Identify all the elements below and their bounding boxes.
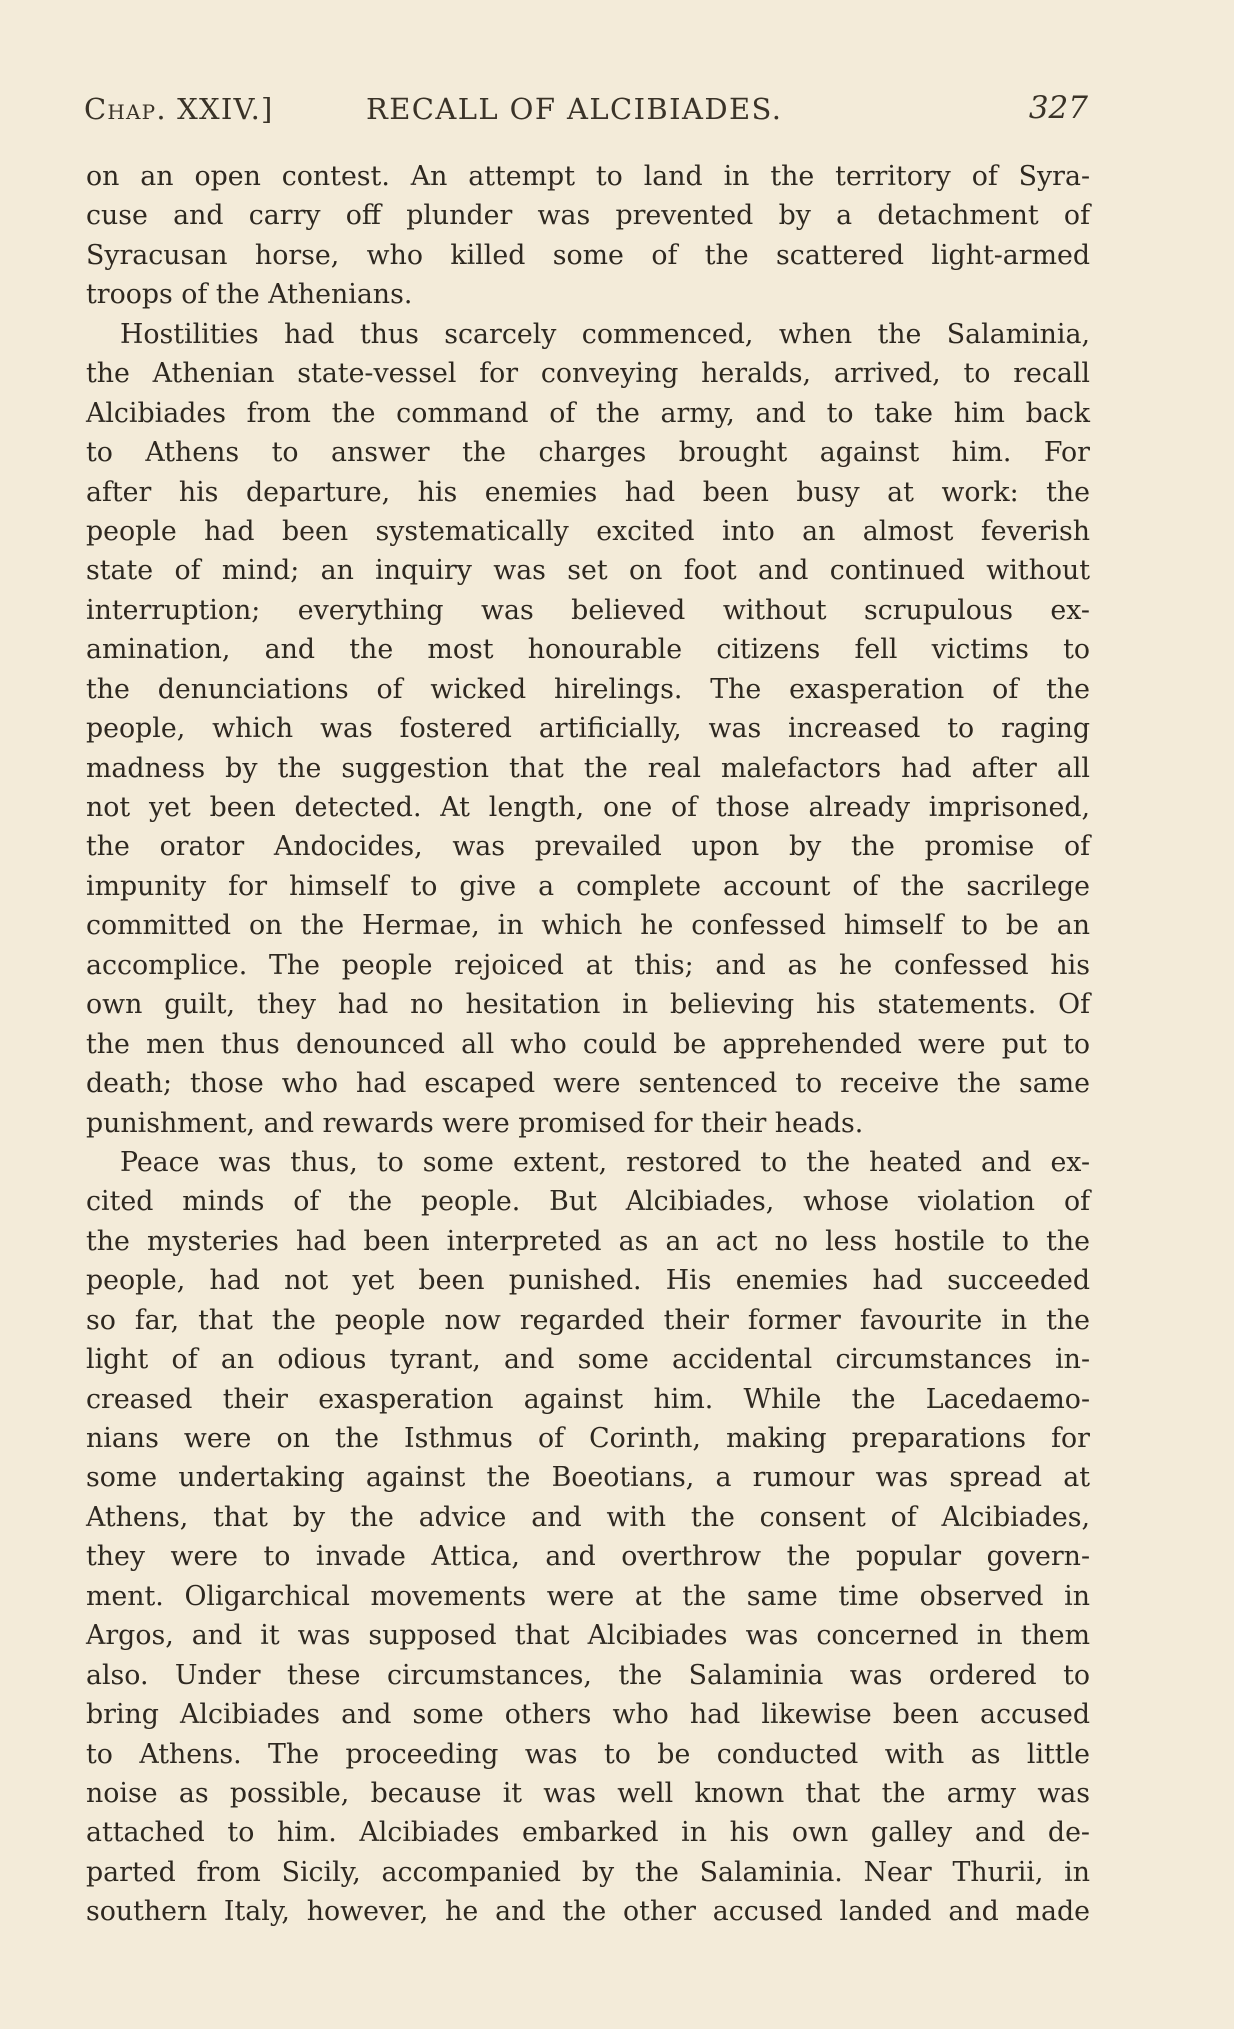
text-line: punishment, and rewards were promised for their heads. xyxy=(86,1107,864,1139)
text-line: Hostilities had thus scarcely commenced, when the Salaminia, xyxy=(120,318,1090,350)
text-line: people had been systematically excited into an almost feverish xyxy=(86,515,1090,547)
text-line: on an open contest. An attempt to land in the territory of Syra- xyxy=(86,161,1090,192)
running-header xyxy=(84,88,1090,138)
text-line: not yet been detected. At length, one of those already imprisoned, xyxy=(86,792,1090,823)
text-line: ment. Oligarchical movements were at the same time observed in xyxy=(86,1580,1090,1612)
text-line: own guilt, they had no hesitation in believing his statements. Of xyxy=(86,989,1090,1021)
text-line: some undertaking against the Boeotians, a rumour was spread at xyxy=(86,1462,1090,1494)
text-line: cuse and carry off plunder was prevented by a detachment of xyxy=(86,200,1090,232)
text-line: Athens, that by the advice and with the consent of Alcibiades, xyxy=(86,1501,1090,1533)
text-line: the mysteries had been interpreted as an act no less hostile to the xyxy=(86,1225,1090,1257)
text-line: Argos, and it was supposed that Alcibiades was concerned in them xyxy=(86,1620,1090,1652)
text-line: Syracusan horse, who killed some of the scattered light-armed xyxy=(86,239,1090,271)
text-line: also. Under these circumstances, the Salaminia was ordered to xyxy=(86,1659,1090,1691)
text-line: they were to invade Attica, and overthrow the popular govern- xyxy=(86,1541,1090,1573)
text-line: so far, that the people now regarded their former favourite in the xyxy=(86,1304,1090,1336)
text-line: southern Italy, however, he and the other accused landed and made xyxy=(86,1896,1090,1928)
chapter-label: Chap. XXIV.] xyxy=(84,92,274,126)
page-number: 327 xyxy=(1028,90,1088,126)
text-line: troops of the Athenians. xyxy=(86,279,413,311)
text-line: people, had not yet been punished. His enemies had succeeded xyxy=(86,1265,1090,1297)
text-line: interruption; everything was believed without scrupulous ex- xyxy=(86,594,1090,626)
text-line: after his departure, his enemies had been busy at work: the xyxy=(86,476,1090,508)
text-line: to Athens to answer the charges brought against him. For xyxy=(86,437,1090,469)
text-line: parted from Sicily, accompanied by the Salaminia. Near Thurii, in xyxy=(86,1856,1090,1888)
text-line: the Athenian state-vessel for conveying heralds, arrived, to recall xyxy=(86,358,1090,390)
text-line: the denunciations of wicked hirelings. The exasperation of the xyxy=(86,673,1090,705)
text-line: the orator Andocides, was prevailed upon by the promise of xyxy=(86,831,1090,863)
text-line: madness by the suggestion that the real malefactors had after all xyxy=(86,752,1090,784)
text-line: committed on the Hermae, in which he confessed himself to be an xyxy=(86,910,1090,942)
text-line: people, which was fostered artificially, was increased to raging xyxy=(86,713,1090,745)
text-line: amination, and the most honourable citizens fell victims to xyxy=(86,634,1090,666)
text-line: Peace was thus, to some extent, restored to the heated and ex- xyxy=(120,1146,1090,1178)
text-line: nians were on the Isthmus of Corinth, making preparations for xyxy=(86,1423,1090,1454)
text-line: light of an odious tyrant, and some accidental circumstances in- xyxy=(86,1344,1090,1376)
text-line: the men thus denounced all who could be apprehended were put to xyxy=(86,1028,1090,1060)
text-line: to Athens. The proceeding was to be conducted with as little xyxy=(86,1738,1090,1770)
text-line: attached to him. Alcibiades embarked in his own galley and de- xyxy=(86,1817,1090,1849)
text-line: creased their exasperation against him. While the Lacedaemo- xyxy=(86,1383,1090,1415)
body-text xyxy=(86,157,1090,1932)
text-line: accomplice. The people rejoiced at this; and as he confessed his xyxy=(86,949,1090,981)
page-title: RECALL OF ALCIBIADES. xyxy=(366,92,783,126)
text-line: impunity for himself to give a complete account of the sacrilege xyxy=(86,870,1090,902)
text-line: Alcibiades from the command of the army, and to take him back xyxy=(86,397,1090,429)
text-line: cited minds of the people. But Alcibiades, whose violation of xyxy=(86,1186,1090,1218)
text-line: death; those who had escaped were sentenced to receive the same xyxy=(86,1068,1090,1100)
text-line: bring Alcibiades and some others who had likewise been accused xyxy=(86,1699,1090,1731)
text-line: noise as possible, because it was well known that the army was xyxy=(86,1777,1090,1809)
text-line: state of mind; an inquiry was set on foot and continued without xyxy=(86,555,1090,587)
